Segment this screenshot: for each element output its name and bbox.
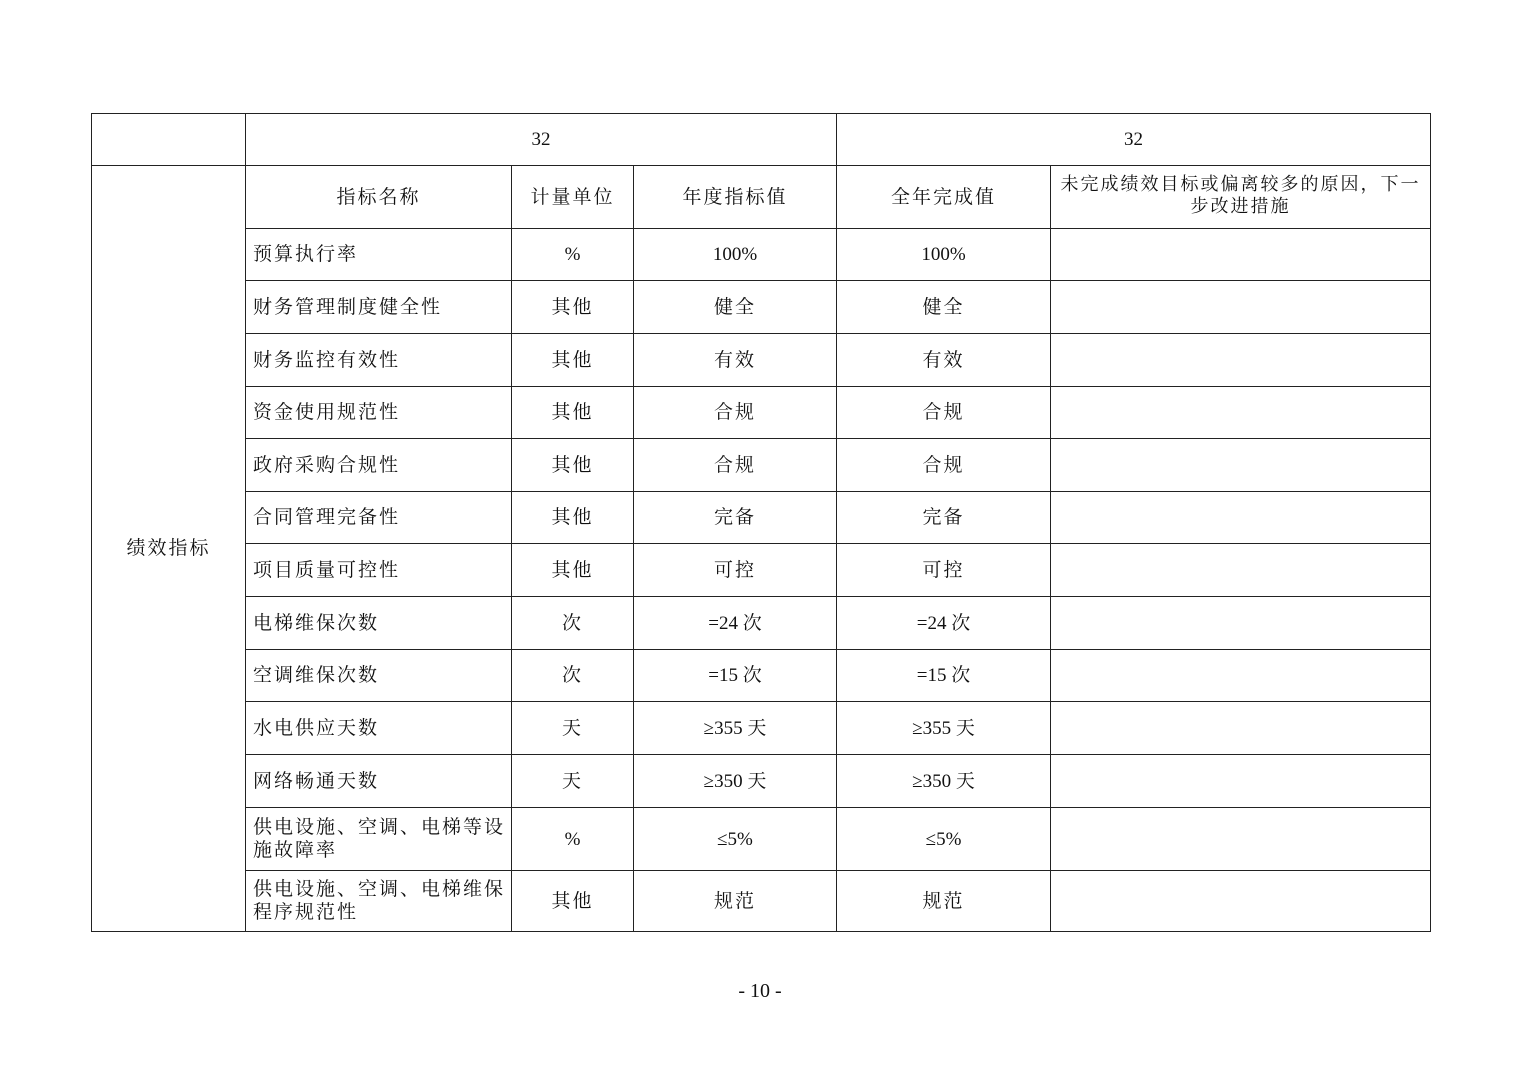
indicator-name: 资金使用规范性	[246, 387, 512, 439]
indicator-name: 水电供应天数	[246, 702, 512, 755]
indicator-actual: ≥350 天	[837, 755, 1051, 808]
table-row	[92, 492, 1431, 544]
indicator-actual: 合规	[837, 439, 1051, 492]
indicator-target: 规范	[634, 871, 837, 932]
indicator-name: 合同管理完备性	[246, 492, 512, 544]
top-left-value: 32	[246, 114, 837, 166]
table-row	[92, 597, 1431, 650]
indicator-reason	[1051, 702, 1431, 755]
indicator-target: 合规	[634, 439, 837, 492]
header-row	[92, 166, 1431, 229]
indicator-unit: %	[512, 808, 634, 871]
indicator-reason	[1051, 650, 1431, 702]
header-annual-target: 年度指标值	[634, 166, 837, 229]
performance-indicator-table	[91, 113, 1431, 932]
indicator-actual: 完备	[837, 492, 1051, 544]
indicator-name: 政府采购合规性	[246, 439, 512, 492]
indicator-reason	[1051, 229, 1431, 281]
table-row	[92, 871, 1431, 932]
indicator-actual: 合规	[837, 387, 1051, 439]
indicator-actual: 100%	[837, 229, 1051, 281]
header-indicator-name: 指标名称	[246, 166, 512, 229]
indicator-name: 供电设施、空调、电梯等设施故障率	[246, 808, 512, 871]
top-right-value: 32	[837, 114, 1431, 166]
indicator-name: 电梯维保次数	[246, 597, 512, 650]
indicator-reason	[1051, 387, 1431, 439]
indicator-target: 完备	[634, 492, 837, 544]
indicator-reason	[1051, 808, 1431, 871]
indicator-unit: 天	[512, 755, 634, 808]
indicator-actual: ≤5%	[837, 808, 1051, 871]
indicator-reason	[1051, 755, 1431, 808]
indicator-actual: 健全	[837, 281, 1051, 334]
table-row	[92, 650, 1431, 702]
indicator-target: =24 次	[634, 597, 837, 650]
indicator-reason	[1051, 439, 1431, 492]
table-row	[92, 755, 1431, 808]
indicator-name: 预算执行率	[246, 229, 512, 281]
indicator-unit: 天	[512, 702, 634, 755]
indicator-reason	[1051, 871, 1431, 932]
indicator-unit: 其他	[512, 281, 634, 334]
indicator-target: ≤5%	[634, 808, 837, 871]
indicator-target: 合规	[634, 387, 837, 439]
indicator-target: 100%	[634, 229, 837, 281]
table-row	[92, 439, 1431, 492]
indicator-target: ≥355 天	[634, 702, 837, 755]
indicator-target: 健全	[634, 281, 837, 334]
table-row	[92, 702, 1431, 755]
indicator-unit: 其他	[512, 492, 634, 544]
top-left-blank-cell	[92, 114, 246, 166]
indicator-target: =15 次	[634, 650, 837, 702]
indicator-unit: 其他	[512, 871, 634, 932]
indicator-reason	[1051, 544, 1431, 597]
indicator-unit: 其他	[512, 387, 634, 439]
table-row	[92, 229, 1431, 281]
indicator-target: 有效	[634, 334, 837, 387]
table-row	[92, 281, 1431, 334]
indicator-target: 可控	[634, 544, 837, 597]
indicator-reason	[1051, 492, 1431, 544]
indicator-actual: =24 次	[837, 597, 1051, 650]
indicator-actual: =15 次	[837, 650, 1051, 702]
header-unit: 计量单位	[512, 166, 634, 229]
table-row	[92, 387, 1431, 439]
header-reason: 未完成绩效目标或偏离较多的原因，下一步改进措施	[1051, 166, 1431, 229]
indicator-name: 空调维保次数	[246, 650, 512, 702]
indicator-reason	[1051, 334, 1431, 387]
top-summary-row	[92, 114, 1431, 166]
indicator-unit: 次	[512, 597, 634, 650]
indicator-unit: 其他	[512, 544, 634, 597]
indicator-unit: 其他	[512, 334, 634, 387]
indicator-name: 供电设施、空调、电梯维保程序规范性	[246, 871, 512, 932]
indicator-unit: %	[512, 229, 634, 281]
indicator-unit: 其他	[512, 439, 634, 492]
page-number: - 10 -	[738, 980, 782, 1002]
indicator-name: 财务监控有效性	[246, 334, 512, 387]
indicator-reason	[1051, 597, 1431, 650]
table-row	[92, 808, 1431, 871]
table-row	[92, 544, 1431, 597]
indicator-actual: 有效	[837, 334, 1051, 387]
header-actual-value: 全年完成值	[837, 166, 1051, 229]
indicator-actual: 规范	[837, 871, 1051, 932]
indicator-actual: ≥355 天	[837, 702, 1051, 755]
indicator-unit: 次	[512, 650, 634, 702]
section-label: 绩效指标	[92, 166, 246, 932]
indicator-target: ≥350 天	[634, 755, 837, 808]
indicator-name: 财务管理制度健全性	[246, 281, 512, 334]
indicator-name: 项目质量可控性	[246, 544, 512, 597]
table-row	[92, 334, 1431, 387]
indicator-name: 网络畅通天数	[246, 755, 512, 808]
indicator-actual: 可控	[837, 544, 1051, 597]
indicator-reason	[1051, 281, 1431, 334]
